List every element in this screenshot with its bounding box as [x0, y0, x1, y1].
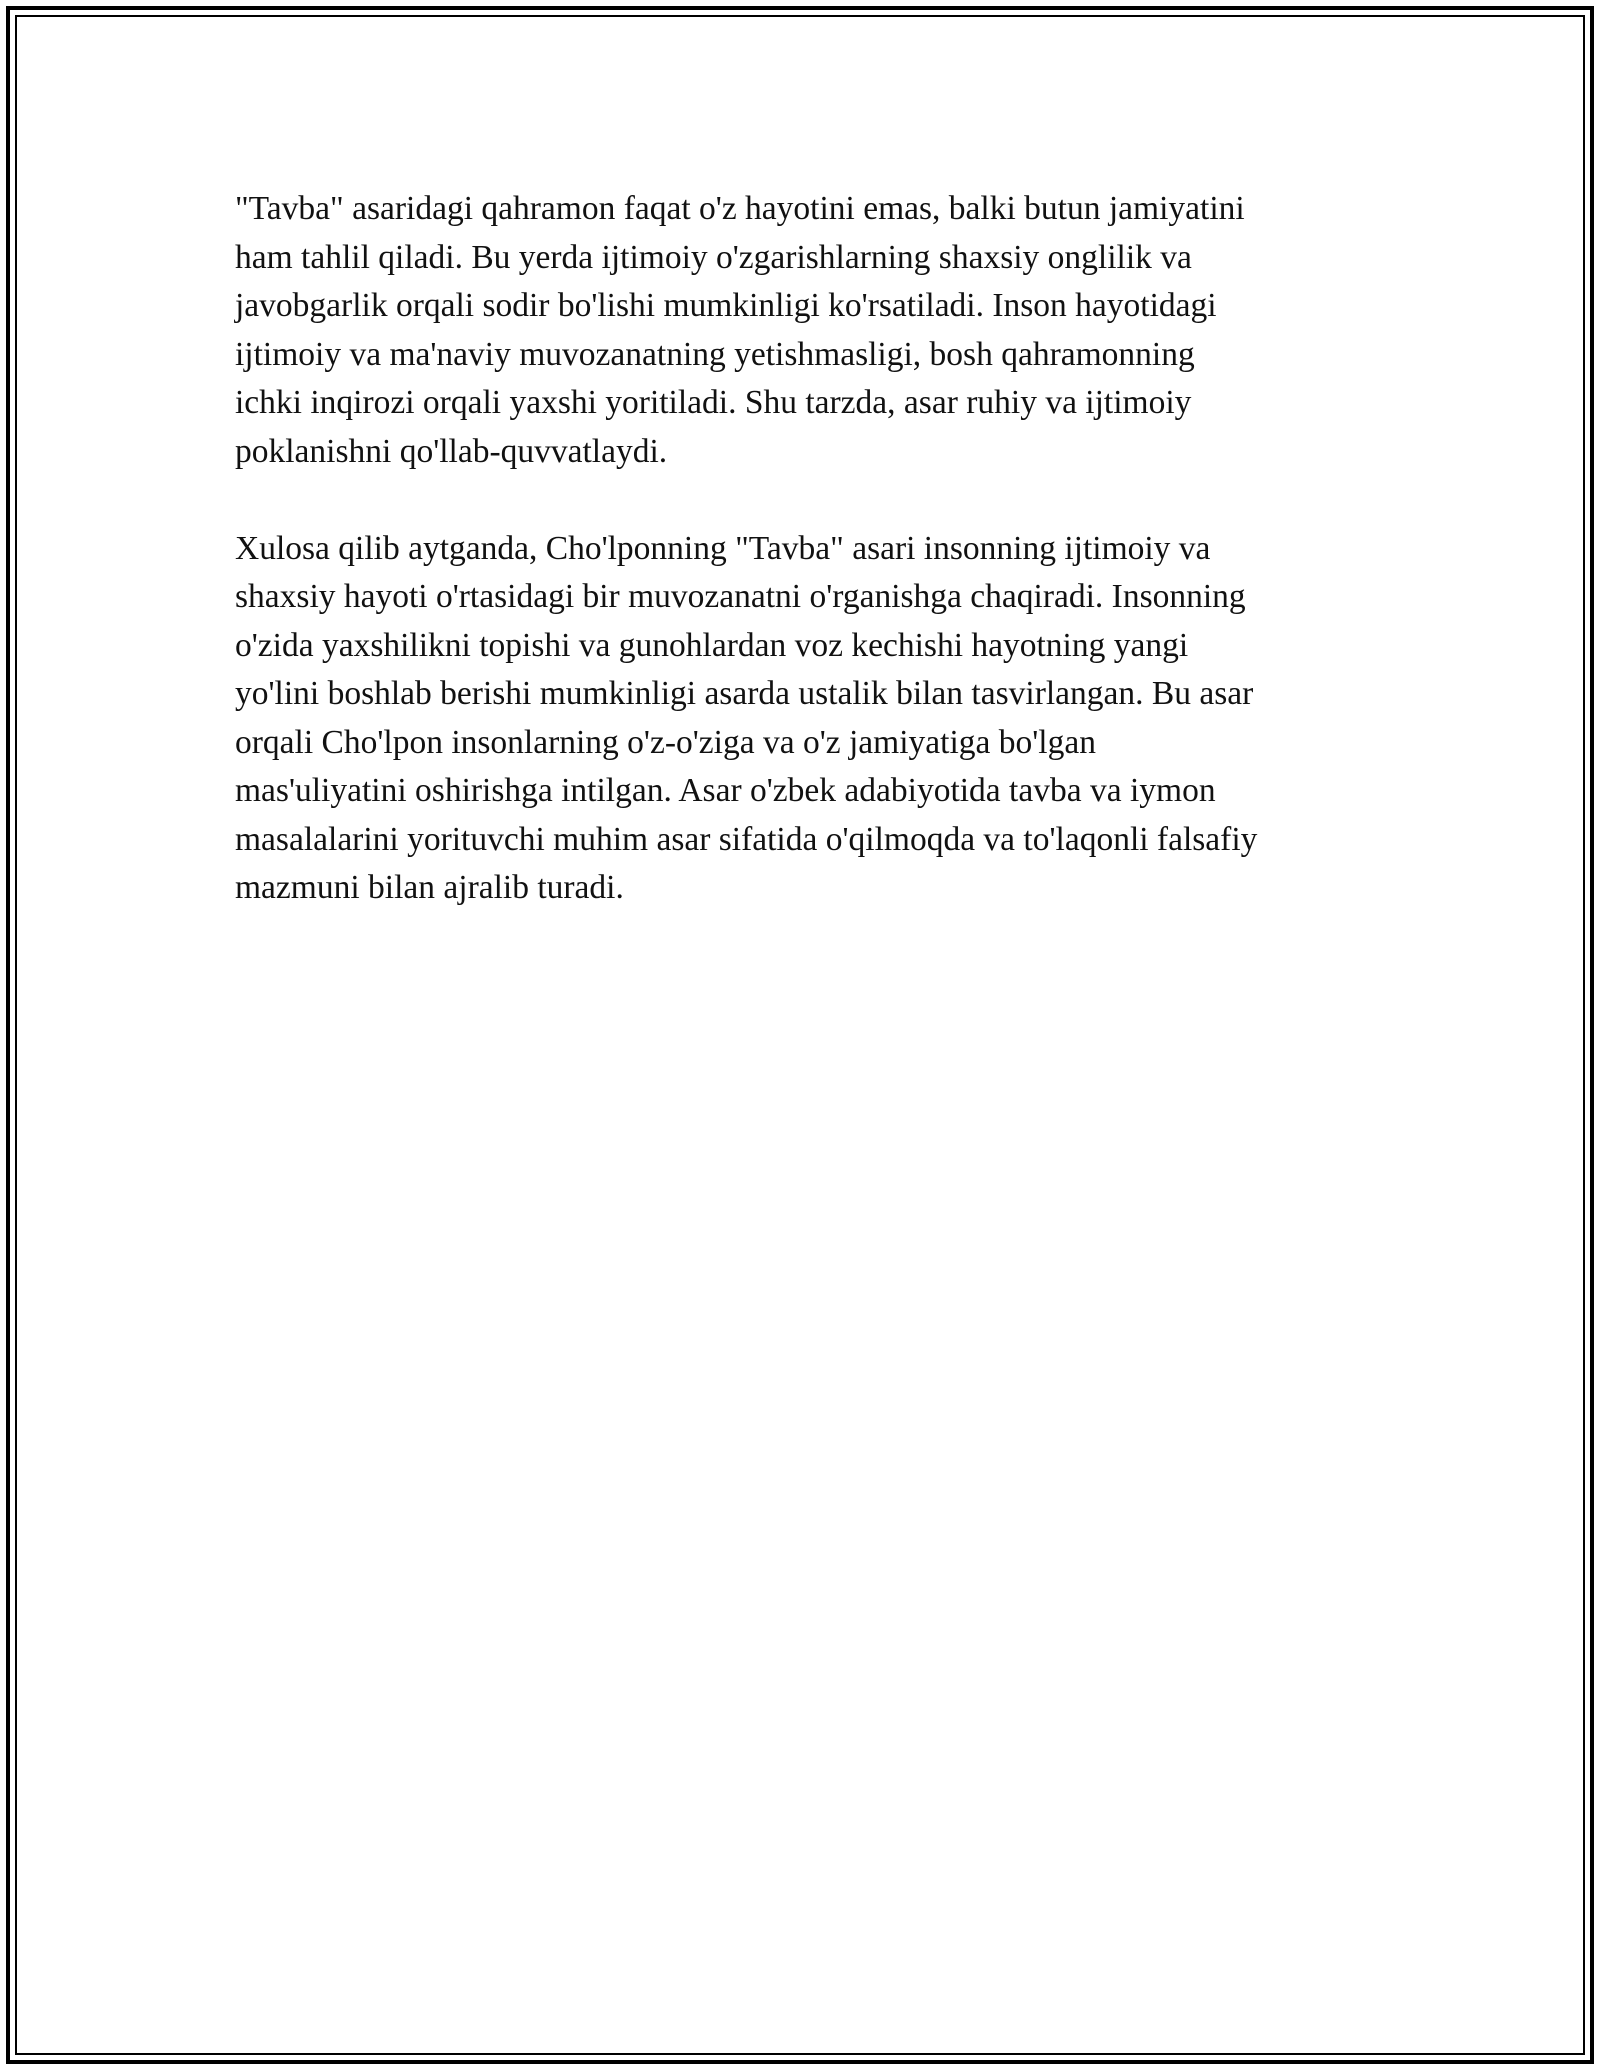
text-line: masalalarini yorituvchi muhim asar sifatida o'qilmoqda va to'laqonli falsafiy	[235, 820, 1258, 858]
text-line: ichki inqirozi orqali yaxshi yoritiladi. Shu tarzda, asar ruhiy va ijtimoiy	[235, 384, 1192, 421]
text-line: orqali Cho'lpon insonlarning o'z-o'ziga va o'z jamiyatiga bo'lgan	[235, 723, 1096, 761]
text-line: ham tahlil qiladi. Bu yerda ijtimoiy o'zgarishlarning shaxsiy onglilik va	[235, 238, 1192, 276]
text-line: poklanishni qo'llab-quvvatlaydi.	[235, 432, 668, 470]
text-line: mas'uliyatini oshirishga intilgan. Asar o'zbek adabiyotida tavba va iymon	[235, 772, 1216, 809]
text-line: javobgarlik orqali sodir bo'lishi mumkinligi ko'rsatiladi. Inson hayotidagi	[235, 287, 1217, 324]
paragraph-2	[235, 525, 1365, 913]
text-line: mazmuni bilan ajralib turadi.	[235, 869, 624, 906]
paragraph-1	[235, 185, 1365, 476]
text-line: ijtimoiy va ma'naviy muvozanatning yetishmasligi, bosh qahramonning	[235, 335, 1195, 373]
text-line: "Tavba" asaridagi qahramon faqat o'z hayotini emas, balki butun jamiyatini	[235, 190, 1245, 227]
text-line: Xulosa qilib aytganda, Cho'lponning "Tavba" asari insonning ijtimoiy va	[235, 529, 1211, 567]
text-line: shaxsiy hayoti o'rtasidagi bir muvozanatni o'rganishga chaqiradi. Insonning	[235, 578, 1246, 615]
text-line: o'zida yaxshilikni topishi va gunohlardan voz kechishi hayotning yangi	[235, 626, 1189, 664]
text-line: yo'lini boshlab berishi mumkinligi asarda ustalik bilan tasvirlangan. Bu asar	[235, 675, 1254, 712]
document-body	[235, 185, 1365, 961]
